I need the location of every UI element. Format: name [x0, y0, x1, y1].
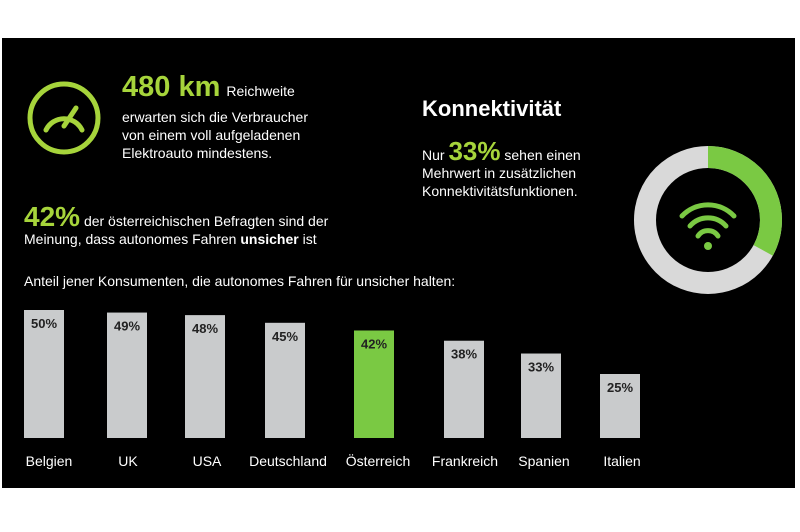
range-label: Reichweite	[226, 83, 295, 99]
category-label: USA	[192, 453, 222, 469]
wifi-dot	[704, 242, 712, 250]
unsafe-line-2-post: ist	[302, 231, 317, 247]
unsafe-text-block	[24, 201, 424, 248]
wifi-icon	[682, 205, 734, 236]
category-label: Spanien	[518, 453, 570, 469]
range-text-block	[122, 71, 422, 162]
category-label: Deutschland	[249, 453, 327, 469]
connectivity-suffix: sehen einen	[504, 147, 581, 163]
unsafe-line-1: der österreichischen Befragten sind der	[83, 213, 329, 229]
range-line-3: von einem voll aufgeladenen	[122, 127, 301, 143]
category-label: Österreich	[345, 453, 411, 469]
unsafe-value: 42%	[24, 201, 81, 232]
connectivity-donut	[630, 142, 786, 298]
bar-value-label: 45%	[271, 328, 299, 344]
connectivity-text-block	[422, 136, 642, 200]
connectivity-line-3: Konnektivitätsfunktionen.	[422, 183, 578, 199]
bar-value-label: 49%	[113, 318, 141, 334]
connectivity-title: Konnektivität	[422, 96, 562, 121]
bar-value-label: 25%	[606, 380, 634, 395]
connectivity-prefix: Nur	[422, 147, 445, 163]
category-label: Belgien	[25, 453, 73, 469]
bar-value-label: 48%	[191, 321, 219, 337]
bar-value-label: 33%	[527, 359, 555, 375]
category-label: Italien	[603, 453, 641, 469]
unsafe-line-2-bold: unsicher	[240, 231, 299, 247]
range-value: 480 km	[122, 71, 221, 103]
bar-chart	[2, 300, 795, 488]
range-line-2: erwarten sich die Verbraucher	[122, 109, 308, 125]
bar-value-label: 42%	[360, 336, 388, 352]
connectivity-value: 33%	[448, 136, 501, 166]
chart-caption: Anteil jener Konsumenten, die autonomes Fahren für unsicher halten:	[24, 273, 456, 289]
category-label: UK	[118, 453, 138, 469]
range-line-4: Elektroauto mindestens.	[122, 145, 273, 161]
infographic-panel	[2, 38, 795, 488]
speedometer-icon	[24, 78, 104, 158]
connectivity-line-2: Mehrwert in zusätzlichen	[422, 165, 577, 181]
bar-value-label: 38%	[450, 346, 478, 362]
category-label: Frankreich	[431, 453, 499, 469]
bar-value-label: 50%	[30, 316, 58, 331]
unsafe-line-2-pre: Meinung, dass autonomes Fahren	[24, 231, 237, 247]
